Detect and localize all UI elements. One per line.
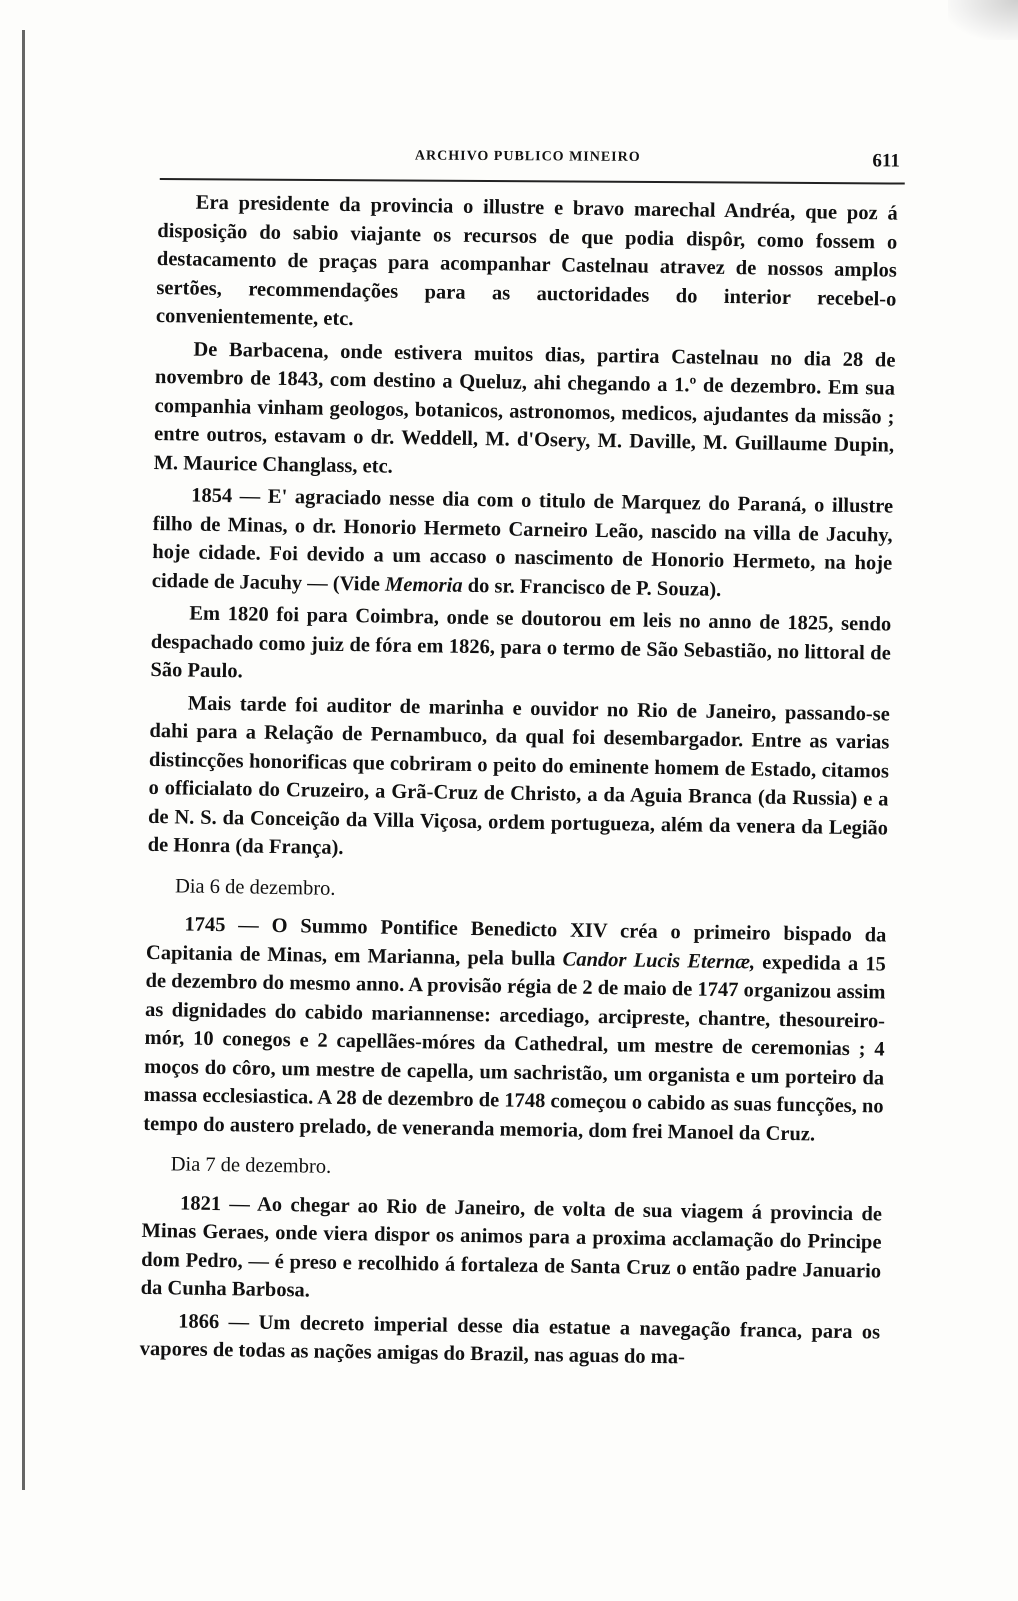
page-corner-stain xyxy=(948,0,1018,40)
paragraph-text: 1745 — O Summo Pontifice Benedicto XIV créa o primeiro bispado da Capitania de Minas, em Marianna, pela bulla xyxy=(145,913,887,970)
paragraph: Em 1820 foi para Coimbra, onde se doutorou em leis no anno de 1825, sendo despachado como juiz de fóra em 1826, para o termo de São Sebastião, no littoral de São Paulo. xyxy=(150,602,892,683)
page-number: 611 xyxy=(872,150,900,172)
italic-title: Candor Lucis Eternæ, xyxy=(562,947,756,973)
paragraph: De Barbacena, onde estivera muitos dias, partira Castelnau no dia 28 de novembro de 1843, com destino a Queluz, ahi chegando a 1.º de dezembro. Em sua companhia vinham geologos, botanicos, astronomos, medicos, ajudantes da missão ; entre outros, estavam o dr. Weddell, M. d'Osery, M. Daville, M. Guillaume Dupin, M. Maurice Changlass, etc. xyxy=(153,338,896,478)
italic-title: Memoria xyxy=(384,573,463,597)
paragraph: Mais tarde foi auditor de marinha e ouvidor no Rio de Janeiro, passando-se dahi para a Relação de Pernambuco, da qual foi desembargador. Entre as varias distincções honorificas que cobriram o peito do eminente homem de Estado, citamos o officialato do Cruzeiro, a Grã-Cruz de Christo, a da Aguia Branca (da Russia) e a de N. S. da Conceição da Villa Viçosa, ordem portugueza, além da venera da Legião de Honra (da França). xyxy=(147,692,891,859)
paragraph-text: do sr. Francisco de P. Souza). xyxy=(462,574,722,601)
paragraph: 1821 — Ao chegar ao Rio de Janeiro, de volta de sua viagem á provincia de Minas Geraes, onde viera dispor os animos para a proxima acclamação do Principe dom Pedro, — é preso e recolhido á fortaleza de Santa Cruz o então padre Januario da Cunha Barbosa. xyxy=(140,1191,883,1302)
binding-edge xyxy=(22,30,25,1490)
body-text xyxy=(139,188,897,1379)
paragraph xyxy=(152,481,894,607)
paragraph-text: expedida a 15 de dezembro do mesmo anno. A provisão régia de 2 de maio de 1747 organizou assim as dignidades do cabido mariannense: arcediago, arcipreste, chantre, thesoureiro-mór, 10 conegos e 2 capellães-móres da Cathedral, um mestre de ceremonias ; 4 moços do côro, um mestre de capella, um sachristão, um organista e um porteiro da massa ecclesiastica. A 28 de dezembro de 1748 começou o cabido as suas funcções, no tempo do austero prelado, de veneranda memoria, dom frei Manoel da Cruz. xyxy=(143,950,887,1145)
page-header xyxy=(160,142,905,185)
paragraph xyxy=(143,910,886,1150)
date-heading: Dia 6 de dezembro. xyxy=(174,874,336,900)
paragraph-text: 1854 — E' agraciado nesse dia com o titulo de Marquez do Paraná, o illustre filho de Minas, o dr. Honorio Hermeto Carneiro Leão, nascido na villa de Jacuhy, hoje cidade. Foi devido a um accaso o nascimento de Honorio Hermeto, na hoje cidade de Jacuhy — (Vide xyxy=(151,484,894,596)
date-heading: Dia 7 de dezembro. xyxy=(170,1153,332,1178)
paragraph: Era presidente da provincia o illustre e bravo marechal Andréa, que poz á disposição do sabio viajante os recursos de que podia dispôr, como fossem o destacamento de praças para acompanhar Castelnau atravez de nossos amplos sertões, recommendações para as auctoridades do interior recebel-o convenientemente, etc. xyxy=(155,191,898,331)
running-title: ARCHIVO PUBLICO MINEIRO xyxy=(414,148,641,165)
paragraph: 1866 — Um decreto imperial desse dia estatue a navegação franca, para os vapores de todas as nações amigas do Brazil, nas aguas do ma- xyxy=(139,1309,881,1369)
